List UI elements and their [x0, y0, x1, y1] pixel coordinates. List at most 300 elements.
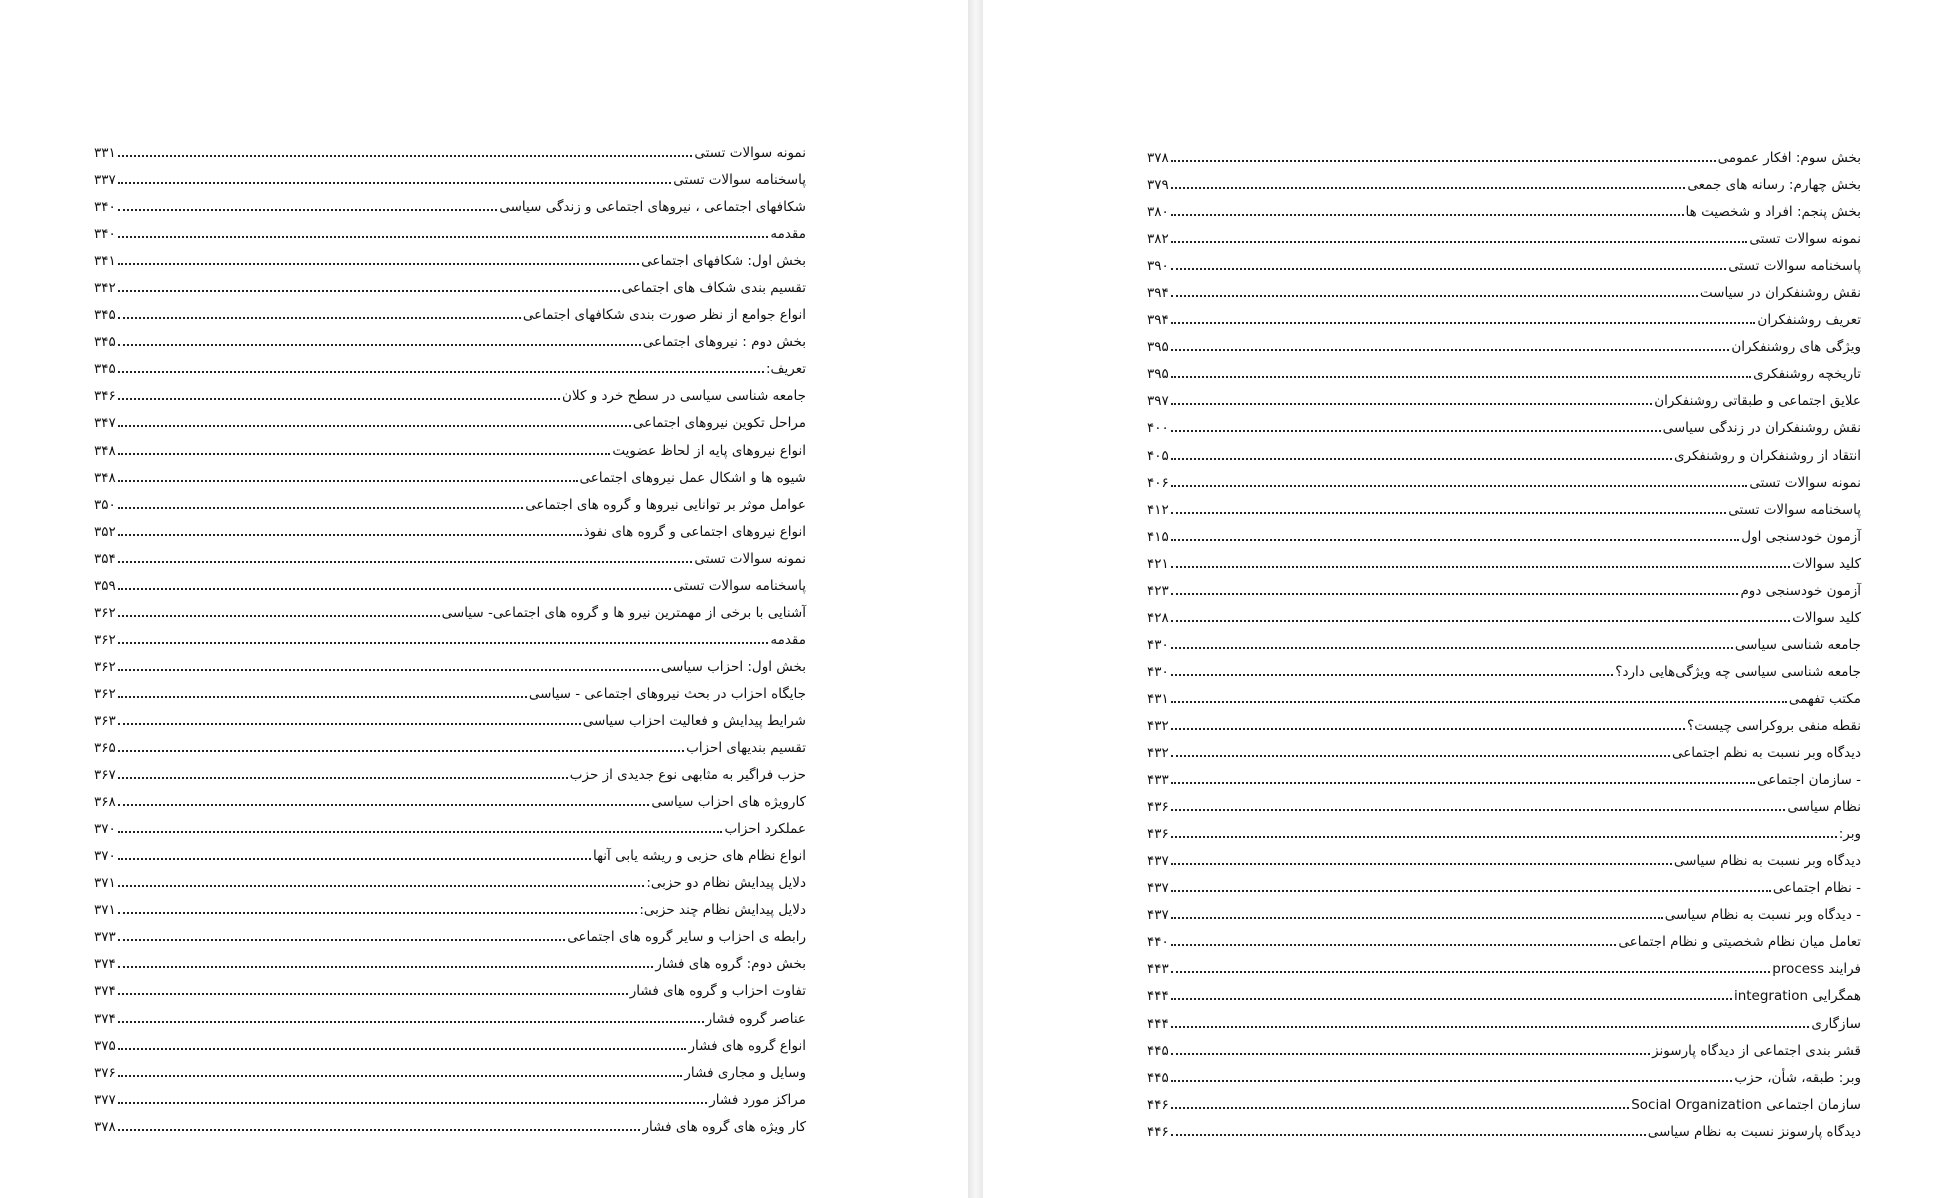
dot-leader: [1171, 321, 1756, 324]
toc-entry-title: دلایل پیدایش نظام چند حزبی:: [639, 902, 806, 919]
toc-entry[interactable]: [94, 681, 806, 708]
toc-entry-page-number: ۴۰۶: [1147, 474, 1169, 491]
toc-entry[interactable]: [94, 329, 806, 356]
dot-leader: [118, 749, 684, 752]
toc-entry-page-number: ۳۶۳: [94, 712, 116, 729]
toc-entry[interactable]: [1147, 821, 1861, 848]
toc-entry-title: پاسخنامه سوالات تستی: [673, 172, 806, 189]
toc-entry-page-number: ۴۴۰: [1147, 934, 1169, 951]
toc-list-left: [94, 140, 806, 1141]
dot-leader: [1171, 375, 1751, 378]
toc-entry[interactable]: [1147, 929, 1861, 956]
dot-leader: [118, 343, 641, 346]
toc-entry-page-number: ۴۴۴: [1147, 988, 1169, 1005]
toc-entry-title: دیدگاه پارسونز نسبت به نظام سیاسی: [1647, 1123, 1861, 1140]
toc-entry-title: مراحل تکوین نیروهای اجتماعی: [632, 415, 806, 432]
toc-entry-title: عناصر گروه فشار: [705, 1010, 806, 1027]
toc-entry-page-number: ۳۷۰: [94, 848, 116, 865]
toc-entry-title: انتقاد از روشنفکران و روشنفکری: [1673, 447, 1861, 464]
dot-leader: [118, 1020, 704, 1023]
toc-entry[interactable]: [94, 1006, 806, 1033]
toc-entry-page-number: ۴۴۶: [1147, 1123, 1169, 1140]
toc-entry[interactable]: [94, 708, 806, 735]
toc-entry[interactable]: [1147, 1065, 1861, 1092]
toc-entry-page-number: ۳۷۱: [94, 902, 116, 919]
toc-entry[interactable]: [94, 627, 806, 654]
dot-leader: [118, 452, 611, 455]
page-gutter: [968, 0, 983, 1198]
toc-entry-title: نمونه سوالات تستی: [694, 550, 806, 567]
toc-entry-page-number: ۴۰۰: [1147, 420, 1169, 437]
dot-leader: [118, 397, 560, 400]
dot-leader: [118, 992, 628, 995]
toc-entry-page-number: ۴۲۸: [1147, 609, 1169, 626]
toc-entry[interactable]: [1147, 1011, 1861, 1038]
toc-entry-page-number: ۳۵۴: [94, 550, 116, 567]
toc-entry-title: جایگاه احزاب در بحث نیروهای اجتماعی - سیاسی: [528, 685, 806, 702]
toc-entry-title: انواع جوامع از نظر صورت بندی شکافهای اجتماعی: [522, 307, 806, 324]
toc-entry-title: همگرایی integration: [1733, 988, 1861, 1005]
dot-leader: [118, 154, 693, 157]
toc-entry[interactable]: [94, 383, 806, 410]
toc-entry-page-number: ۴۴۴: [1147, 1015, 1169, 1032]
toc-entry-title: تقسیم بندیهای احزاب: [686, 740, 806, 757]
dot-leader: [118, 479, 578, 482]
toc-entry[interactable]: [1147, 1038, 1861, 1065]
toc-entry[interactable]: [1147, 388, 1861, 415]
toc-entry-page-number: ۳۶۲: [94, 604, 116, 621]
toc-entry-title: جامعه شناسی سیاسی: [1734, 636, 1861, 653]
toc-entry-page-number: ۴۳۷: [1147, 907, 1169, 924]
toc-entry-page-number: ۴۳۶: [1147, 826, 1169, 843]
toc-entry-page-number: ۳۵۰: [94, 496, 116, 513]
toc-entry-title: جامعه شناسی سیاسی در سطح خرد و کلان: [562, 388, 806, 405]
dot-leader: [1171, 294, 1698, 297]
toc-entry[interactable]: [94, 978, 806, 1005]
toc-entry[interactable]: [1147, 767, 1861, 794]
dot-leader: [1171, 592, 1739, 595]
dot-leader: [118, 884, 645, 887]
toc-entry-title: رابطه ی احزاب و سایر گروه های اجتماعی: [567, 929, 806, 946]
toc-entry-title: انواع نیروهای پایه از لحاظ عضویت: [612, 442, 806, 459]
toc-entry[interactable]: [94, 762, 806, 789]
toc-entry-title: مراکز مورد فشار: [709, 1091, 806, 1108]
dot-leader: [118, 262, 639, 265]
toc-entry-title: وبر:: [1838, 826, 1861, 843]
toc-entry-title: پاسخنامه سوالات تستی: [1728, 258, 1861, 275]
toc-entry[interactable]: [94, 546, 806, 573]
toc-entry-page-number: ۳۷۴: [94, 956, 116, 973]
toc-entry-page-number: ۳۷۱: [94, 875, 116, 892]
toc-entry-page-number: ۳۳۱: [94, 145, 116, 161]
toc-entry-title: جامعه شناسی سیاسی چه ویژگی‌هایی دارد؟: [1615, 663, 1861, 680]
toc-entry-title: نمونه سوالات تستی: [1749, 474, 1861, 491]
toc-entry-title: کلید سوالات: [1792, 555, 1861, 572]
toc-entry-title: حزب فراگیر به مثابهی نوع جدیدی از حزب: [569, 767, 806, 784]
toc-entry-title: تاریخچه روشنفکری: [1753, 366, 1861, 383]
dot-leader: [118, 1074, 683, 1077]
dot-leader: [1171, 402, 1652, 405]
toc-entry[interactable]: [1147, 902, 1861, 929]
toc-entry-page-number: ۴۴۵: [1147, 1069, 1169, 1086]
toc-entry[interactable]: [94, 816, 806, 843]
toc-entry[interactable]: [1147, 334, 1861, 361]
toc-entry-page-number: ۳۷۶: [94, 1064, 116, 1081]
toc-entry-title: فرایند process: [1772, 961, 1861, 978]
toc-entry-page-number: ۴۳۱: [1147, 690, 1169, 707]
toc-entry[interactable]: [1147, 253, 1861, 280]
dot-leader: [118, 181, 672, 184]
toc-entry-title: آشنایی با برخی از مهمترین نیرو ها و گروه های اجتماعی- سیاسی: [441, 604, 806, 621]
toc-entry-title: پاسخنامه سوالات تستی: [1728, 501, 1861, 518]
toc-entry[interactable]: [1147, 172, 1861, 199]
toc-entry-title: کارویژه های احزاب سیاسی: [651, 794, 806, 811]
toc-entry-title: انواع گروه های فشار: [688, 1037, 806, 1054]
toc-entry-page-number: ۳۴۲: [94, 280, 116, 297]
toc-entry[interactable]: [94, 1060, 806, 1087]
toc-entry-page-number: ۳۵۹: [94, 577, 116, 594]
toc-entry[interactable]: [1147, 497, 1861, 524]
dot-leader: [1171, 673, 1614, 676]
dot-leader: [1171, 754, 1670, 757]
toc-entry-title: علایق اجتماعی و طبقاتی روشنفکران: [1654, 393, 1861, 410]
dot-leader: [118, 370, 764, 373]
toc-entry-page-number: ۳۵۲: [94, 523, 116, 540]
dot-leader: [1171, 538, 1740, 541]
toc-entry-page-number: ۳۶۲: [94, 631, 116, 648]
toc-entry-title: مکتب تفهمی: [1788, 690, 1861, 707]
toc-entry[interactable]: [1147, 199, 1861, 226]
toc-entry-title: دیدگاه وبر نسبت به نظام سیاسی: [1673, 853, 1861, 870]
toc-entry-page-number: ۳۹۴: [1147, 285, 1169, 302]
dot-leader: [1171, 429, 1661, 432]
toc-entry[interactable]: [1147, 226, 1861, 253]
dot-leader: [118, 587, 672, 590]
toc-entry-page-number: ۴۱۵: [1147, 528, 1169, 545]
toc-entry-page-number: ۴۳۰: [1147, 636, 1169, 653]
toc-entry-page-number: ۴۲۱: [1147, 555, 1169, 572]
toc-entry[interactable]: [94, 789, 806, 816]
dot-leader: [1171, 348, 1730, 351]
toc-entry-title: بخش دوم : نیروهای اجتماعی: [642, 334, 806, 351]
toc-entry-title: نقطه منفی بروکراسی چیست؟: [1687, 717, 1861, 734]
dot-leader: [1171, 159, 1716, 162]
toc-entry-page-number: ۳۳۷: [94, 172, 116, 189]
toc-entry-title: نظام سیاسی: [1787, 799, 1861, 816]
dot-leader: [118, 1101, 707, 1104]
toc-entry[interactable]: [94, 519, 806, 546]
toc-entry-page-number: ۳۴۵: [94, 307, 116, 324]
toc-entry[interactable]: [94, 924, 806, 951]
toc-entry-page-number: ۳۹۴: [1147, 312, 1169, 329]
dot-leader: [1171, 862, 1672, 865]
toc-entry-title: دیدگاه وبر نسبت به نظم اجتماعی: [1672, 745, 1861, 762]
dot-leader: [1171, 186, 1686, 189]
toc-entry[interactable]: [94, 843, 806, 870]
toc-entry-title: - سازمان اجتماعی: [1756, 772, 1861, 789]
toc-entry-title: بخش دوم: گروه های فشار: [655, 956, 806, 973]
toc-entry-page-number: ۳۸۲: [1147, 231, 1169, 248]
toc-entry[interactable]: [1147, 632, 1861, 659]
toc-entry-page-number: ۳۴۸: [94, 469, 116, 486]
toc-entry-page-number: ۴۳۰: [1147, 663, 1169, 680]
dot-leader: [118, 235, 769, 238]
toc-entry-title: نقش روشنفکران در زندگی سیاسی: [1662, 420, 1861, 437]
toc-entry[interactable]: [1147, 443, 1861, 470]
toc-entry-page-number: ۳۴۰: [94, 199, 116, 216]
toc-entry-title: عوامل موثر بر توانایی نیروها و گروه های اجتماعی: [525, 496, 806, 513]
toc-entry[interactable]: [94, 356, 806, 383]
toc-entry-page-number: ۳۷۹: [1147, 177, 1169, 194]
toc-entry-title: دلایل پیدایش نظام دو حزبی:: [646, 875, 806, 892]
toc-entry-title: سازگاری: [1811, 1015, 1861, 1032]
toc-entry-page-number: ۳۷۰: [94, 821, 116, 838]
dot-leader: [118, 614, 440, 617]
toc-entry-page-number: ۳۷۷: [94, 1091, 116, 1108]
dot-leader: [1171, 889, 1771, 892]
toc-entry-page-number: ۳۹۷: [1147, 393, 1169, 410]
dot-leader: [1171, 1133, 1646, 1136]
toc-entry-title: بخش سوم: افکار عمومی: [1717, 150, 1861, 166]
dot-leader: [1171, 943, 1617, 946]
dot-leader: [1171, 1052, 1650, 1055]
toc-entry[interactable]: [94, 897, 806, 924]
toc-entry-title: تفاوت احزاب و گروه های فشار: [629, 983, 806, 1000]
dot-leader: [118, 965, 654, 968]
toc-entry[interactable]: [1147, 659, 1861, 686]
toc-entry-page-number: ۳۹۰: [1147, 258, 1169, 275]
dot-leader: [1171, 267, 1727, 270]
toc-entry[interactable]: [94, 438, 806, 465]
toc-entry[interactable]: [1147, 875, 1861, 902]
dot-leader: [118, 533, 582, 536]
right-page: [983, 0, 1939, 1198]
toc-entry-title: قشر بندی اجتماعی از دیدگاه پارسونز: [1652, 1042, 1861, 1059]
toc-entry-title: نمونه سوالات تستی: [1749, 231, 1861, 248]
dot-leader: [1171, 1025, 1810, 1028]
left-page: [0, 0, 968, 1198]
toc-entry-page-number: ۴۲۳: [1147, 582, 1169, 599]
toc-entry-title: وبر: طبقه، شأن، حزب: [1734, 1069, 1861, 1086]
toc-entry[interactable]: [94, 870, 806, 897]
toc-entry-title: نقش روشنفکران در سیاست: [1699, 285, 1861, 302]
toc-entry[interactable]: [1147, 145, 1861, 172]
dot-leader: [118, 803, 650, 806]
toc-entry-page-number: ۳۴۵: [94, 361, 116, 378]
toc-entry[interactable]: [1147, 1119, 1861, 1146]
toc-entry-page-number: ۳۴۱: [94, 253, 116, 270]
toc-entry-title: پاسخنامه سوالات تستی: [673, 577, 806, 594]
toc-entry-title: بخش اول: شکافهای اجتماعی: [641, 253, 806, 270]
toc-entry-title: نمونه سوالات تستی: [694, 145, 806, 161]
toc-entry-page-number: ۴۳۲: [1147, 717, 1169, 734]
toc-entry-page-number: ۳۷۴: [94, 1010, 116, 1027]
dot-leader: [1171, 240, 1748, 243]
dot-leader: [118, 560, 693, 563]
toc-entry[interactable]: [94, 735, 806, 762]
toc-entry-title: انواع نیروهای اجتماعی و گروه های نفوذ: [583, 523, 806, 540]
toc-entry-page-number: ۴۳۷: [1147, 880, 1169, 897]
toc-entry-page-number: ۳۹۵: [1147, 366, 1169, 383]
toc-entry-page-number: ۳۶۲: [94, 658, 116, 675]
dot-leader: [1171, 484, 1748, 487]
toc-entry[interactable]: [1147, 794, 1861, 821]
toc-entry[interactable]: [94, 600, 806, 627]
toc-entry[interactable]: [1147, 551, 1861, 578]
toc-entry[interactable]: [94, 951, 806, 978]
dot-leader: [1171, 997, 1732, 1000]
toc-entry-page-number: ۳۶۸: [94, 794, 116, 811]
toc-entry[interactable]: [94, 410, 806, 437]
dot-leader: [1171, 916, 1663, 919]
dot-leader: [118, 1128, 641, 1131]
toc-entry-title: کار ویژه های گروه های فشار: [642, 1118, 806, 1135]
toc-entry-title: آزمون خودسنجی اول: [1741, 528, 1861, 545]
toc-entry-page-number: ۳۴۸: [94, 442, 116, 459]
toc-entry-title: - دیدگاه وبر نسبت به نظام سیاسی: [1664, 907, 1861, 924]
toc-entry[interactable]: [1147, 470, 1861, 497]
toc-entry[interactable]: [94, 248, 806, 275]
toc-entry-title: تعریف:: [766, 361, 806, 378]
dot-leader: [1171, 700, 1787, 703]
toc-entry-page-number: ۳۷۸: [1147, 150, 1169, 166]
toc-entry-page-number: ۳۷۸: [94, 1118, 116, 1135]
toc-entry-page-number: ۴۳۲: [1147, 745, 1169, 762]
toc-entry[interactable]: [94, 140, 806, 167]
toc-entry-page-number: ۴۰۵: [1147, 447, 1169, 464]
toc-entry-title: عملکرد احزاب: [724, 821, 806, 838]
dot-leader: [118, 208, 498, 211]
toc-entry[interactable]: [94, 302, 806, 329]
dot-leader: [118, 857, 591, 860]
dot-leader: [1171, 835, 1837, 838]
toc-entry-page-number: ۳۷۵: [94, 1037, 116, 1054]
toc-entry[interactable]: [94, 573, 806, 600]
dot-leader: [1171, 970, 1770, 973]
dot-leader: [1171, 511, 1727, 514]
toc-entry-title: مقدمه: [770, 631, 806, 648]
dot-leader: [118, 641, 769, 644]
toc-entry[interactable]: [1147, 578, 1861, 605]
toc-entry-page-number: ۳۸۰: [1147, 204, 1169, 221]
dot-leader: [1171, 1106, 1629, 1109]
dot-leader: [118, 722, 581, 725]
toc-entry[interactable]: [94, 654, 806, 681]
toc-entry-title: تقسیم بندی شکاف های اجتماعی: [621, 280, 806, 297]
toc-entry-page-number: ۴۳۷: [1147, 853, 1169, 870]
toc-entry-page-number: ۴۴۳: [1147, 961, 1169, 978]
dot-leader: [1171, 1079, 1733, 1082]
toc-entry-title: تعریف روشنفکران: [1757, 312, 1861, 329]
dot-leader: [118, 776, 568, 779]
toc-entry-title: شیوه ها و اشکال عمل نیروهای اجتماعی: [579, 469, 806, 486]
toc-entry-page-number: ۳۴۵: [94, 334, 116, 351]
toc-entry-title: کلید سوالات: [1792, 609, 1861, 626]
dot-leader: [118, 668, 659, 671]
toc-entry-title: شرایط پیدایش و فعالیت احزاب سیاسی: [582, 712, 806, 729]
dot-leader: [118, 424, 631, 427]
dot-leader: [118, 695, 527, 698]
toc-entry-page-number: ۴۱۲: [1147, 501, 1169, 518]
toc-entry-title: وسایل و مجاری فشار: [684, 1064, 806, 1081]
toc-entry[interactable]: [1147, 361, 1861, 388]
toc-entry-page-number: ۳۴۶: [94, 388, 116, 405]
toc-entry-page-number: ۴۴۵: [1147, 1042, 1169, 1059]
dot-leader: [1171, 808, 1786, 811]
toc-entry-title: بخش چهارم: رسانه های جمعی: [1687, 177, 1861, 194]
dot-leader: [1171, 457, 1672, 460]
dot-leader: [118, 1047, 687, 1050]
toc-entry-page-number: ۳۶۵: [94, 740, 116, 757]
toc-entry-title: آزمون خودسنجی دوم: [1740, 582, 1861, 599]
toc-entry[interactable]: [1147, 605, 1861, 632]
dot-leader: [118, 830, 723, 833]
toc-entry-title: تعامل میان نظام شخصیتی و نظام اجتماعی: [1618, 934, 1861, 951]
toc-entry[interactable]: [1147, 1092, 1861, 1119]
toc-entry-page-number: ۴۳۶: [1147, 799, 1169, 816]
toc-entry-page-number: ۳۷۴: [94, 983, 116, 1000]
toc-entry[interactable]: [94, 492, 806, 519]
toc-entry-page-number: ۳۷۳: [94, 929, 116, 946]
dot-leader: [118, 289, 620, 292]
dot-leader: [1171, 727, 1685, 730]
dot-leader: [118, 938, 565, 941]
toc-entry[interactable]: [94, 1033, 806, 1060]
dot-leader: [118, 316, 521, 319]
dot-leader: [1171, 619, 1790, 622]
toc-entry[interactable]: [94, 275, 806, 302]
dot-leader: [1171, 646, 1733, 649]
toc-entry[interactable]: [1147, 415, 1861, 442]
dot-leader: [118, 506, 523, 509]
toc-entry[interactable]: [94, 221, 806, 248]
toc-entry[interactable]: [1147, 713, 1861, 740]
toc-entry[interactable]: [1147, 848, 1861, 875]
toc-entry-page-number: ۳۹۵: [1147, 339, 1169, 356]
toc-entry[interactable]: [1147, 280, 1861, 307]
toc-entry-title: شکافهای اجتماعی ، نیروهای اجتماعی و زندگی سیاسی: [499, 199, 806, 216]
toc-entry[interactable]: [1147, 740, 1861, 767]
toc-entry[interactable]: [1147, 686, 1861, 713]
toc-entry[interactable]: [1147, 524, 1861, 551]
toc-entry[interactable]: [94, 1087, 806, 1114]
toc-list-right: [1147, 145, 1861, 1146]
toc-entry[interactable]: [1147, 956, 1861, 983]
toc-entry-title: بخش پنجم: افراد و شخصیت ها: [1685, 204, 1861, 221]
dot-leader: [118, 911, 638, 914]
toc-entry-page-number: ۴۳۳: [1147, 772, 1169, 789]
toc-entry-title: انواع نظام های حزبی و ریشه یابی آنها: [592, 848, 806, 865]
toc-entry[interactable]: [1147, 307, 1861, 334]
toc-entry-page-number: ۳۶۲: [94, 685, 116, 702]
toc-entry[interactable]: [94, 194, 806, 221]
dot-leader: [1171, 213, 1684, 216]
toc-entry-title: سازمان اجتماعی Social Organization: [1631, 1096, 1861, 1113]
toc-entry-title: ویژگی های روشنفکران: [1731, 339, 1861, 356]
toc-entry[interactable]: [1147, 983, 1861, 1010]
toc-entry-page-number: ۳۴۰: [94, 226, 116, 243]
toc-entry-title: بخش اول: احزاب سیاسی: [660, 658, 806, 675]
toc-entry-page-number: ۴۴۶: [1147, 1096, 1169, 1113]
toc-entry-title: مقدمه: [770, 226, 806, 243]
toc-entry[interactable]: [94, 167, 806, 194]
toc-entry[interactable]: [94, 465, 806, 492]
toc-entry-title: - نظام اجتماعی: [1772, 880, 1861, 897]
toc-entry[interactable]: [94, 1114, 806, 1141]
toc-entry-page-number: ۳۶۷: [94, 767, 116, 784]
dot-leader: [1171, 781, 1755, 784]
dot-leader: [1171, 565, 1790, 568]
